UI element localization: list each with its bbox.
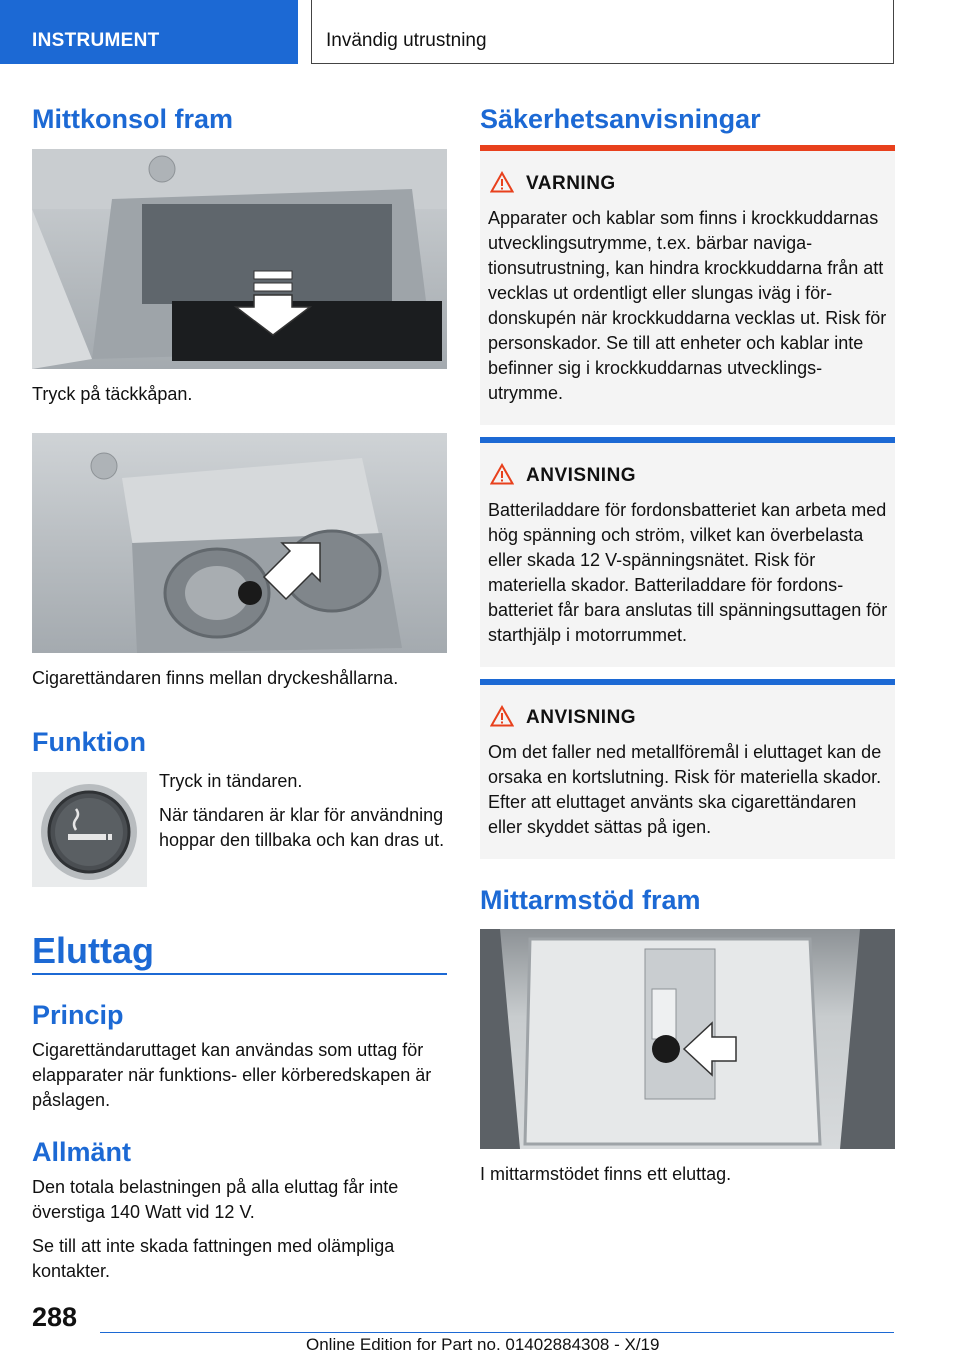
notice-bar-1 <box>480 437 895 443</box>
notice-box-1 <box>480 437 895 667</box>
general-text-2: Se till att inte skada fattningen med olämpliga kontakter. <box>32 1236 395 1281</box>
photo-armrest-illustration <box>480 929 895 1149</box>
header-chapter: Invändig utrustning <box>326 30 487 51</box>
heading-armrest: Mittarmstöd fram <box>480 885 701 915</box>
heading-center-console: Mittkonsol fram <box>32 104 234 134</box>
heading-function: Funktion <box>32 727 146 757</box>
notice-text-2: Om det faller ned metallföremål i eluttaget kan de orsaka en kortslutning. Risk för materiella skador. Efter att eluttaget använts ska cigarettändaren eller skyddet sättas på igen. <box>488 742 882 837</box>
notice-box-2 <box>480 679 895 859</box>
warning-box <box>480 145 895 425</box>
header-section-tab <box>0 0 298 64</box>
cigarette-lighter-icon <box>32 772 147 887</box>
page-number: 288 <box>32 1302 78 1332</box>
function-text-1: Tryck in tändaren. <box>159 771 303 791</box>
principle-text: Cigarettändaruttaget kan användas som uttag för elapparater när funktions- eller körberedskapen är påslagen. <box>32 1040 432 1110</box>
footer-edition: Online Edition for Part no. 01402884308 - X/19 <box>306 1335 660 1354</box>
warning-bar <box>480 145 895 151</box>
notice-title-2: ANVISNING <box>526 707 637 728</box>
heading-outlets: Eluttag <box>32 930 154 971</box>
lighter-image <box>32 772 147 887</box>
heading-general: Allmänt <box>32 1137 132 1167</box>
notice-text-1: Batteriladdare för fordonsbatteriet kan arbeta med hög spänning och ström, vilket kan överbelasta eller skada 12 V-spänningsnätet. Risk för materiella skador. Batteriladdare för fordonsbatteriet får bara anslutas till spänningsuttagen för starthjälp i motorrummet. <box>488 500 888 645</box>
photo-cover-illustration <box>32 149 447 369</box>
header-section: INSTRUMENT <box>32 30 160 51</box>
footer-divider <box>100 1332 894 1333</box>
header-chapter-box <box>311 0 894 64</box>
photo-lighter-location <box>32 433 447 653</box>
caption-lighter-location: Cigarettändaren finns mellan dryckeshållarna. <box>32 668 399 688</box>
warning-text: Apparater och kablar som finns i krockkuddarnas utvecklingsutrymme, t.ex. bärbar navigationsutrustning, kan hindra krockkuddarna från att vecklas ut ordentligt eller slungas iväg i fördonskupén när krockkuddarna vecklas ut. Risk för personskador. Se till att enheter och kablar inte befinner sig i krockkuddarnas utvecklingsutrymme. <box>488 208 887 403</box>
heading-principle: Princip <box>32 1000 124 1030</box>
notice-bar-2 <box>480 679 895 685</box>
outlets-divider <box>32 973 447 975</box>
general-text-1: Den totala belastningen på alla eluttag får inte överstiga 140 Watt vid 12 V. <box>32 1177 399 1222</box>
notice-title-1: ANVISNING <box>526 465 637 486</box>
caption-armrest: I mittarmstödet finns ett eluttag. <box>480 1164 732 1184</box>
warning-triangle-icon <box>490 463 514 485</box>
caption-cover: Tryck på täckkåpan. <box>32 384 193 404</box>
warning-title: VARNING <box>526 173 616 194</box>
photo-lighter-illustration <box>32 433 447 653</box>
warning-triangle-icon <box>490 705 514 727</box>
heading-safety: Säkerhetsanvisningar <box>480 104 761 134</box>
warning-triangle-icon <box>490 171 514 193</box>
photo-armrest <box>480 929 895 1149</box>
function-text-2: När tändaren är klar för användning hoppar den tillbaka och kan dras ut. <box>159 805 445 850</box>
photo-cover <box>32 149 447 369</box>
